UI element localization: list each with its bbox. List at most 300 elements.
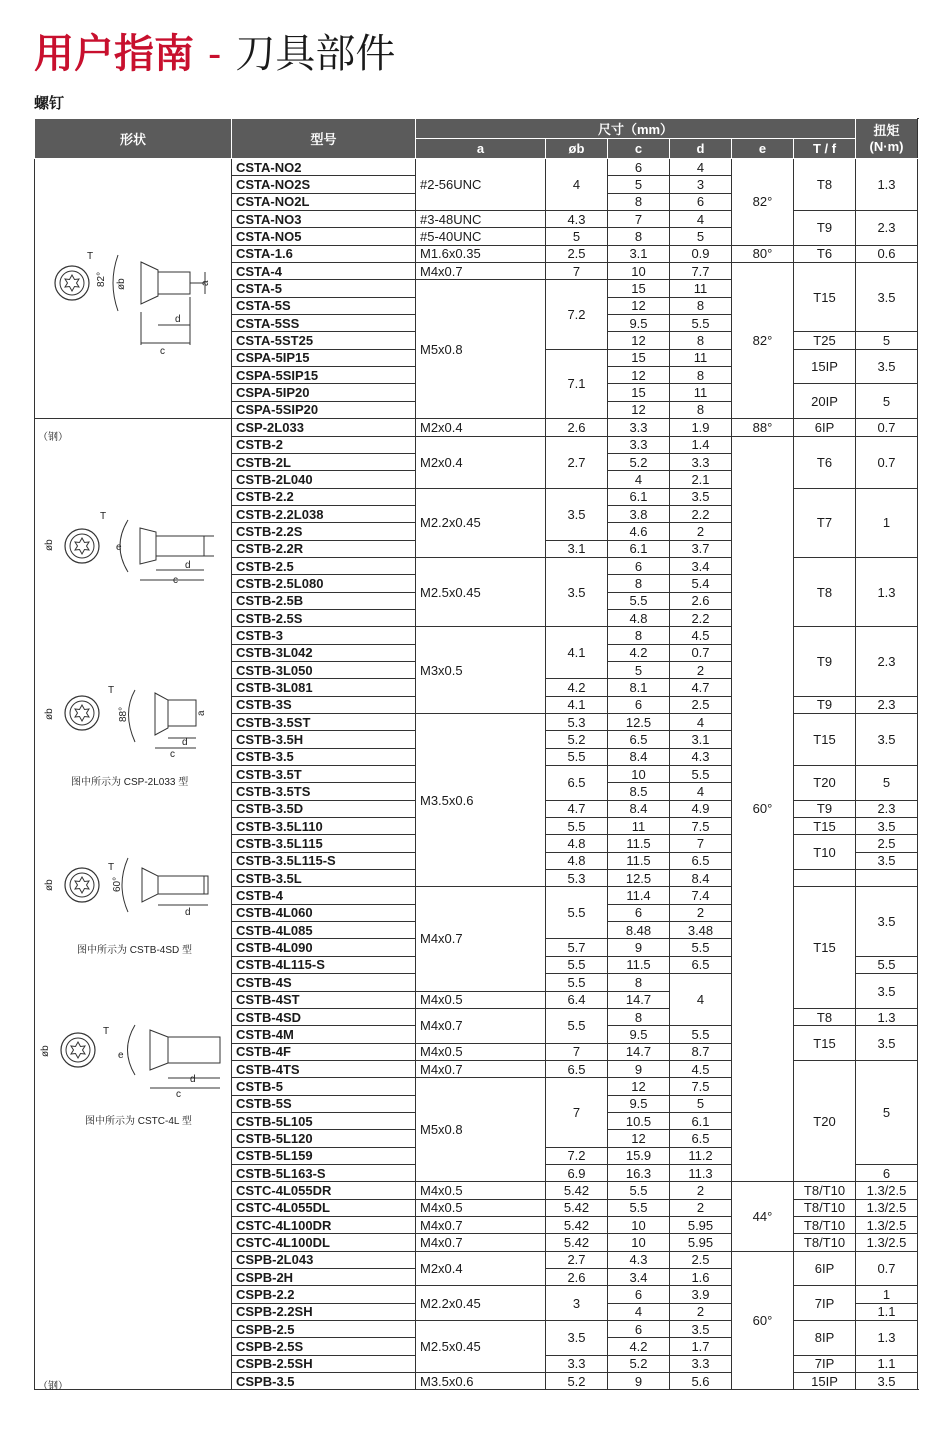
d-cell: 7 xyxy=(670,835,732,852)
thread-cell: M4x0.7 xyxy=(416,263,546,280)
ob-cell: 5.42 xyxy=(546,1216,608,1233)
ob-cell: 4.3 xyxy=(546,211,608,228)
c-cell: 14.7 xyxy=(608,991,670,1008)
d-cell: 8.7 xyxy=(670,1043,732,1060)
c-cell: 15 xyxy=(608,384,670,401)
c-cell: 11.5 xyxy=(608,835,670,852)
page-title xyxy=(34,30,395,78)
header-a: a xyxy=(416,139,546,159)
torque-cell: 3.5 xyxy=(856,974,918,1009)
ob-cell: 3.3 xyxy=(546,1355,608,1372)
model-cell: CSTB-2.5S xyxy=(232,609,416,626)
torx-cell: 7IP xyxy=(794,1286,856,1321)
c-cell: 8.5 xyxy=(608,783,670,800)
d-cell: 5 xyxy=(670,228,732,245)
table-row xyxy=(35,159,918,176)
c-cell: 9.5 xyxy=(608,1026,670,1043)
d-cell: 2 xyxy=(670,1182,732,1199)
c-cell: 5 xyxy=(608,176,670,193)
caption-cstb-4sd: 图中所示为 CSTB-4SD 型 xyxy=(77,945,193,956)
torx-cell: 7IP xyxy=(794,1355,856,1372)
d-cell: 3.48 xyxy=(670,922,732,939)
torque-cell: 1.3/2.5 xyxy=(856,1199,918,1216)
torque-cell: 3.5 xyxy=(856,1026,918,1061)
c-cell: 4 xyxy=(608,1303,670,1320)
d-cell: 3.4 xyxy=(670,557,732,574)
model-cell: CSTC-4L100DR xyxy=(232,1216,416,1233)
label-d-2: d xyxy=(185,560,191,571)
c-cell: 3.4 xyxy=(608,1269,670,1286)
d-cell: 2 xyxy=(670,661,732,678)
model-cell: CSPA-5IP15 xyxy=(232,349,416,366)
c-cell: 9.5 xyxy=(608,1095,670,1112)
model-cell: CSTB-4L085 xyxy=(232,922,416,939)
model-cell: CSTB-3.5TS xyxy=(232,783,416,800)
d-cell: 2.6 xyxy=(670,592,732,609)
model-cell: CSPA-5SIP20 xyxy=(232,401,416,418)
d-cell: 3.5 xyxy=(670,1321,732,1338)
thread-cell: M2x0.4 xyxy=(416,436,546,488)
c-cell: 12.5 xyxy=(608,870,670,887)
torx-cell: T6 xyxy=(794,245,856,262)
torx-cell: T6 xyxy=(794,436,856,488)
label-ob-4: øb xyxy=(44,879,55,891)
model-cell: CSTB-3L050 xyxy=(232,661,416,678)
c-cell: 11.5 xyxy=(608,852,670,869)
header-torque-label: 扭矩 xyxy=(873,122,900,138)
c-cell: 10 xyxy=(608,263,670,280)
model-cell: CSTB-5L163-S xyxy=(232,1164,416,1181)
label-d-4: d xyxy=(185,907,191,918)
model-cell: CSPB-2.5SH xyxy=(232,1355,416,1372)
steel-note-1: （钢） xyxy=(38,432,68,443)
model-cell: CSPB-3.5 xyxy=(232,1373,416,1390)
d-cell: 1.7 xyxy=(670,1338,732,1355)
d-cell: 5.5 xyxy=(670,939,732,956)
c-cell: 9 xyxy=(608,1060,670,1077)
model-cell: CSTB-2L040 xyxy=(232,471,416,488)
c-cell: 6 xyxy=(608,159,670,176)
d-cell: 6.5 xyxy=(670,852,732,869)
d-cell: 8 xyxy=(670,367,732,384)
d-cell: 3 xyxy=(670,176,732,193)
ob-cell: 6.9 xyxy=(546,1164,608,1181)
d-cell: 6.5 xyxy=(670,1130,732,1147)
ob-cell: 4 xyxy=(546,159,608,211)
torx-cell: T20 xyxy=(794,766,856,801)
d-cell: 7.5 xyxy=(670,1078,732,1095)
thread-cell: M4x0.5 xyxy=(416,991,546,1008)
label-ob-1: øb xyxy=(116,278,127,290)
c-cell: 9 xyxy=(608,1373,670,1390)
label-a-1: a xyxy=(200,280,211,286)
torque-cell: 5 xyxy=(856,766,918,801)
torx-cell: 8IP xyxy=(794,1321,856,1356)
ob-cell: 3.5 xyxy=(546,1321,608,1356)
model-cell: CSTB-4 xyxy=(232,887,416,904)
model-cell: CSPB-2.2SH xyxy=(232,1303,416,1320)
angle-cell: 60° xyxy=(732,1251,794,1390)
d-cell: 3.3 xyxy=(670,453,732,470)
torque-cell: 1.1 xyxy=(856,1303,918,1320)
label-ob-5: øb xyxy=(40,1045,51,1057)
c-cell: 5.2 xyxy=(608,1355,670,1372)
torque-cell: 3.5 xyxy=(856,263,918,332)
d-cell: 7.4 xyxy=(670,887,732,904)
torque-cell: 1.3/2.5 xyxy=(856,1216,918,1233)
thread-cell: M2.5x0.45 xyxy=(416,1321,546,1373)
torque-cell: 3.5 xyxy=(856,1373,918,1390)
model-cell: CSTB-2.5B xyxy=(232,592,416,609)
d-cell: 11.3 xyxy=(670,1164,732,1181)
model-cell: CSTA-NO2 xyxy=(232,159,416,176)
thread-cell: M5x0.8 xyxy=(416,1078,546,1182)
torx-cell: T15 xyxy=(794,714,856,766)
model-cell: CSPB-2.2 xyxy=(232,1286,416,1303)
ob-cell: 6.5 xyxy=(546,766,608,801)
c-cell: 12 xyxy=(608,367,670,384)
c-cell: 12 xyxy=(608,1130,670,1147)
ob-cell: 4.7 xyxy=(546,800,608,817)
ob-cell: 5 xyxy=(546,228,608,245)
torque-cell: 1 xyxy=(856,1286,918,1303)
torque-cell: 2.3 xyxy=(856,800,918,817)
c-cell: 15.9 xyxy=(608,1147,670,1164)
c-cell: 6.5 xyxy=(608,731,670,748)
torx-cell: T15 xyxy=(794,887,856,1008)
model-cell: CSPA-5IP20 xyxy=(232,384,416,401)
torx-cell: 20IP xyxy=(794,384,856,419)
torx-cell: T15 xyxy=(794,263,856,332)
model-cell: CSPB-2.5 xyxy=(232,1321,416,1338)
torx-cell: T8/T10 xyxy=(794,1199,856,1216)
angle-cell: 82° xyxy=(732,263,794,419)
torque-cell: 1 xyxy=(856,488,918,557)
c-cell: 7 xyxy=(608,211,670,228)
ob-cell: 5.7 xyxy=(546,939,608,956)
torx-cell: T8/T10 xyxy=(794,1234,856,1251)
thread-cell: M4x0.5 xyxy=(416,1182,546,1199)
caption-csp-2l033: 图中所示为 CSP-2L033 型 xyxy=(71,777,189,788)
c-cell: 4.2 xyxy=(608,644,670,661)
torque-cell: 1.3/2.5 xyxy=(856,1182,918,1199)
thread-cell: M5x0.8 xyxy=(416,280,546,419)
thread-cell: M2x0.4 xyxy=(416,1251,546,1286)
model-cell: CSPB-2L043 xyxy=(232,1251,416,1268)
c-cell: 15 xyxy=(608,349,670,366)
thread-cell: M3.5x0.6 xyxy=(416,714,546,887)
steel-note-2: （钢） xyxy=(38,1381,68,1392)
d-cell: 5.5 xyxy=(670,766,732,783)
torque-cell: 5 xyxy=(856,1060,918,1164)
torque-cell: 0.7 xyxy=(856,436,918,488)
model-cell: CSTA-NO5 xyxy=(232,228,416,245)
d-cell: 6 xyxy=(670,193,732,210)
c-cell: 10 xyxy=(608,1234,670,1251)
torx-cell: T9 xyxy=(794,211,856,246)
table-row xyxy=(35,419,918,436)
ob-cell: 4.2 xyxy=(546,679,608,696)
c-cell: 6.1 xyxy=(608,488,670,505)
torx-cell: T15 xyxy=(794,818,856,835)
d-cell: 4 xyxy=(670,974,732,1026)
angle-cell: 88° xyxy=(732,419,794,436)
model-cell: CSTA-5ST25 xyxy=(232,332,416,349)
thread-cell: M4x0.7 xyxy=(416,887,546,991)
d-cell: 2.2 xyxy=(670,505,732,522)
d-cell: 4 xyxy=(670,783,732,800)
model-cell: CSTB-3.5T xyxy=(232,766,416,783)
d-cell: 4.5 xyxy=(670,1060,732,1077)
ob-cell: 5.2 xyxy=(546,731,608,748)
ob-cell: 2.7 xyxy=(546,436,608,488)
model-cell: CSTB-4L090 xyxy=(232,939,416,956)
d-cell: 8.4 xyxy=(670,870,732,887)
c-cell: 3.3 xyxy=(608,419,670,436)
torx-cell: T10 xyxy=(794,835,856,870)
label-c-2: c xyxy=(173,575,178,586)
thread-cell: M4x0.7 xyxy=(416,1008,546,1043)
d-cell: 5.6 xyxy=(670,1373,732,1390)
c-cell: 5 xyxy=(608,661,670,678)
d-cell: 5 xyxy=(670,1095,732,1112)
d-cell: 8 xyxy=(670,297,732,314)
label-T-4: T xyxy=(108,862,115,873)
c-cell: 11.5 xyxy=(608,956,670,973)
model-cell: CSTB-3 xyxy=(232,627,416,644)
c-cell: 5.5 xyxy=(608,1182,670,1199)
model-cell: CSTB-2L xyxy=(232,453,416,470)
torque-cell: 1.1 xyxy=(856,1355,918,1372)
c-cell: 9 xyxy=(608,939,670,956)
ob-cell: 5.3 xyxy=(546,714,608,731)
torque-cell: 5 xyxy=(856,332,918,349)
d-cell: 3.5 xyxy=(670,488,732,505)
c-cell: 6 xyxy=(608,696,670,713)
c-cell: 6.1 xyxy=(608,540,670,557)
d-cell: 4.5 xyxy=(670,627,732,644)
d-cell: 7.5 xyxy=(670,818,732,835)
model-cell: CSTB-5L120 xyxy=(232,1130,416,1147)
thread-cell: M1.6x0.35 xyxy=(416,245,546,262)
torx-cell: 15IP xyxy=(794,1373,856,1390)
torque-cell: 3.5 xyxy=(856,818,918,835)
ob-cell: 4.1 xyxy=(546,696,608,713)
angle-cell: 82° xyxy=(732,159,794,246)
model-cell: CSTB-4ST xyxy=(232,991,416,1008)
ob-cell: 2.6 xyxy=(546,1269,608,1286)
angle-cell: 44° xyxy=(732,1182,794,1251)
model-cell: CSTB-4SD xyxy=(232,1008,416,1025)
model-cell: CSTB-3L042 xyxy=(232,644,416,661)
thread-cell: M2.2x0.45 xyxy=(416,488,546,557)
thread-cell: #5-40UNC xyxy=(416,228,546,245)
ob-cell: 7.1 xyxy=(546,349,608,418)
torque-cell: 3.5 xyxy=(856,852,918,869)
ob-cell: 2.7 xyxy=(546,1251,608,1268)
label-c-1: c xyxy=(160,346,165,357)
thread-cell: M4x0.7 xyxy=(416,1234,546,1251)
c-cell: 4.6 xyxy=(608,523,670,540)
d-cell: 1.6 xyxy=(670,1269,732,1286)
c-cell: 10 xyxy=(608,1216,670,1233)
c-cell: 5.5 xyxy=(608,592,670,609)
c-cell: 8 xyxy=(608,575,670,592)
thread-cell: M4x0.5 xyxy=(416,1043,546,1060)
label-e-2: e xyxy=(116,542,122,553)
c-cell: 3.3 xyxy=(608,436,670,453)
thread-cell: #3-48UNC xyxy=(416,211,546,228)
thread-cell: #2-56UNC xyxy=(416,159,546,211)
d-cell: 11 xyxy=(670,349,732,366)
torque-cell: 0.7 xyxy=(856,419,918,436)
model-cell: CSTA-5S xyxy=(232,297,416,314)
header-e: e xyxy=(732,139,794,159)
label-ob-3: øb xyxy=(44,708,55,720)
d-cell: 4 xyxy=(670,714,732,731)
c-cell: 12 xyxy=(608,401,670,418)
label-c-3: c xyxy=(170,749,175,760)
thread-cell: M4x0.7 xyxy=(416,1216,546,1233)
ob-cell: 5.2 xyxy=(546,1373,608,1390)
torx-cell: 6IP xyxy=(794,419,856,436)
page-title-main: 用户指南 xyxy=(34,32,194,76)
label-60-4: 60° xyxy=(112,876,123,892)
d-cell: 0.7 xyxy=(670,644,732,661)
shape-cell-2 xyxy=(35,419,232,1390)
ob-cell: 3.5 xyxy=(546,488,608,540)
d-cell: 2 xyxy=(670,1303,732,1320)
c-cell: 15 xyxy=(608,280,670,297)
torx-cell: T8 xyxy=(794,159,856,211)
c-cell: 3.1 xyxy=(608,245,670,262)
ob-cell: 3.1 xyxy=(546,540,608,557)
thread-cell: M3.5x0.6 xyxy=(416,1373,546,1390)
d-cell: 5.95 xyxy=(670,1234,732,1251)
header-torque-unit: (N·m) xyxy=(869,138,904,154)
c-cell: 8 xyxy=(608,974,670,991)
c-cell: 10.5 xyxy=(608,1112,670,1129)
torque-cell: 2.3 xyxy=(856,627,918,696)
c-cell: 8 xyxy=(608,1008,670,1025)
title-separator: - xyxy=(208,32,222,76)
label-d-3: d xyxy=(182,737,188,748)
model-cell: CSTB-3.5 xyxy=(232,748,416,765)
d-cell: 6.5 xyxy=(670,956,732,973)
ob-cell: 5.5 xyxy=(546,956,608,973)
c-cell: 12 xyxy=(608,332,670,349)
model-cell: CSTB-3.5L115-S xyxy=(232,852,416,869)
model-cell: CSTB-2.5 xyxy=(232,557,416,574)
shape-cell-1 xyxy=(35,159,232,419)
d-cell: 8 xyxy=(670,401,732,418)
model-cell: CSPB-2.5S xyxy=(232,1338,416,1355)
model-cell: CSTC-4L055DL xyxy=(232,1199,416,1216)
c-cell: 8.48 xyxy=(608,922,670,939)
header-ob: øb xyxy=(546,139,608,159)
ob-cell: 6.4 xyxy=(546,991,608,1008)
torque-cell: 1.3 xyxy=(856,1321,918,1356)
d-cell: 4 xyxy=(670,159,732,176)
d-cell: 2.1 xyxy=(670,471,732,488)
d-cell: 4.9 xyxy=(670,800,732,817)
model-cell: CSTB-2.2 xyxy=(232,488,416,505)
torx-cell: T25 xyxy=(794,332,856,349)
torque-cell: 3.5 xyxy=(856,887,918,956)
torque-cell: 3.5 xyxy=(856,714,918,766)
label-88-3: 88° xyxy=(118,706,129,722)
c-cell: 16.3 xyxy=(608,1164,670,1181)
model-cell: CSTB-2.2S xyxy=(232,523,416,540)
d-cell: 11.2 xyxy=(670,1147,732,1164)
angle-cell: 80° xyxy=(732,245,794,262)
model-cell: CSTB-2.2R xyxy=(232,540,416,557)
d-cell: 4.3 xyxy=(670,748,732,765)
header-tf: T / f xyxy=(794,139,856,159)
d-cell: 11 xyxy=(670,384,732,401)
ob-cell: 2.5 xyxy=(546,245,608,262)
model-cell: CSTB-4L115-S xyxy=(232,956,416,973)
label-e-5: e xyxy=(118,1050,124,1061)
torx-cell: T7 xyxy=(794,488,856,557)
d-cell: 7.7 xyxy=(670,263,732,280)
thread-cell: M4x0.7 xyxy=(416,1060,546,1077)
ob-cell: 4.8 xyxy=(546,835,608,852)
model-cell: CSTB-3.5L110 xyxy=(232,818,416,835)
model-cell: CSTB-5L105 xyxy=(232,1112,416,1129)
model-cell: CSTB-3L081 xyxy=(232,679,416,696)
ob-cell: 3.5 xyxy=(546,557,608,626)
label-c-5: c xyxy=(176,1089,181,1100)
c-cell: 4.8 xyxy=(608,609,670,626)
model-cell: CSTB-3S xyxy=(232,696,416,713)
c-cell: 3.8 xyxy=(608,505,670,522)
angle-cell: 60° xyxy=(732,436,794,1182)
torx-cell: T8/T10 xyxy=(794,1216,856,1233)
thread-cell: M2.2x0.45 xyxy=(416,1286,546,1321)
torque-cell: 1.3/2.5 xyxy=(856,1234,918,1251)
torx-cell: T20 xyxy=(794,1060,856,1181)
torx-cell: T15 xyxy=(794,1026,856,1061)
model-cell: CSTB-2.2L038 xyxy=(232,505,416,522)
label-d-5: d xyxy=(190,1074,196,1085)
ob-cell: 5.5 xyxy=(546,887,608,939)
c-cell: 8.4 xyxy=(608,748,670,765)
thread-cell: M2.5x0.45 xyxy=(416,557,546,626)
model-cell: CSTA-NO2S xyxy=(232,176,416,193)
c-cell: 6 xyxy=(608,557,670,574)
torx-cell: T8 xyxy=(794,557,856,626)
label-T-5: T xyxy=(103,1026,110,1037)
c-cell: 12 xyxy=(608,297,670,314)
torque-cell: 2.3 xyxy=(856,211,918,246)
header-shape: 形状 xyxy=(35,119,232,159)
c-cell: 9.5 xyxy=(608,315,670,332)
label-T-3: T xyxy=(108,685,115,696)
torque-cell: 0.6 xyxy=(856,245,918,262)
d-cell: 2 xyxy=(670,523,732,540)
c-cell: 6 xyxy=(608,1286,670,1303)
torque-cell: 2.5 xyxy=(856,835,918,852)
ob-cell: 5.5 xyxy=(546,974,608,991)
c-cell: 4.3 xyxy=(608,1251,670,1268)
torx-cell xyxy=(794,870,856,887)
d-cell: 8 xyxy=(670,332,732,349)
model-cell: CSTB-4L060 xyxy=(232,904,416,921)
ob-cell: 7 xyxy=(546,1078,608,1147)
c-cell: 8 xyxy=(608,228,670,245)
torque-cell: 1.3 xyxy=(856,1008,918,1025)
